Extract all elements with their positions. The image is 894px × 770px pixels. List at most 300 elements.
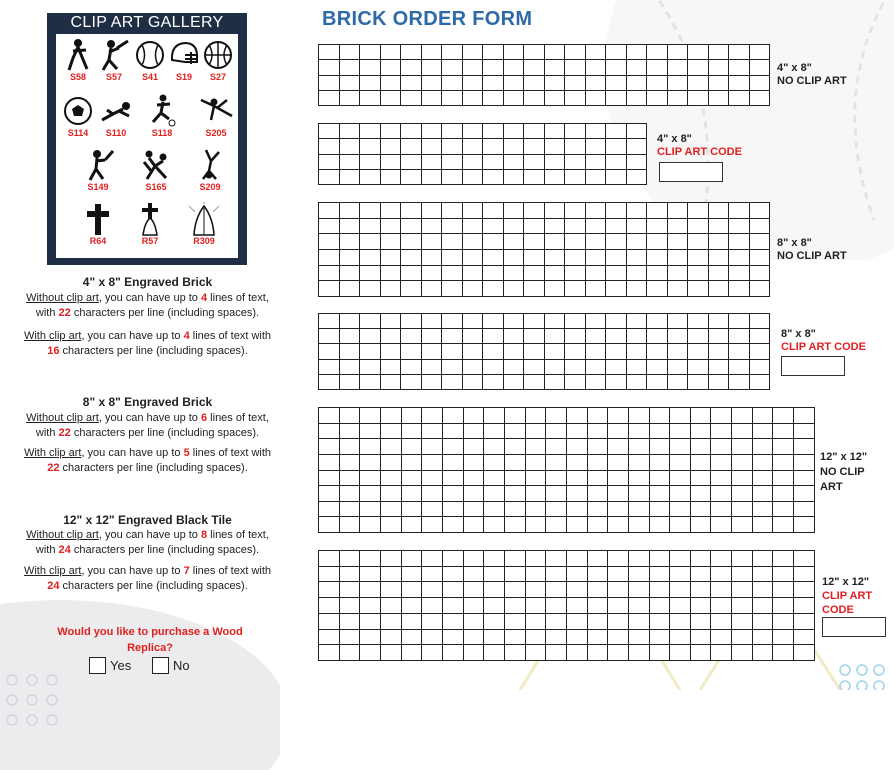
letter-cell[interactable] [524, 75, 545, 90]
letter-cell[interactable] [667, 60, 688, 75]
letter-cell[interactable] [503, 265, 524, 281]
letter-cell[interactable] [339, 486, 360, 502]
letter-cell[interactable] [442, 90, 463, 105]
letter-cell[interactable] [608, 439, 629, 455]
letter-cell[interactable] [626, 169, 647, 184]
letter-cell[interactable] [711, 501, 732, 517]
letter-cell[interactable] [566, 486, 587, 502]
letter-cell[interactable] [339, 613, 360, 629]
letter-cell[interactable] [401, 139, 422, 154]
letter-cell[interactable] [794, 517, 815, 533]
letter-cell[interactable] [794, 551, 815, 567]
letter-cell[interactable] [463, 613, 484, 629]
letter-cell[interactable] [649, 566, 670, 582]
letter-cell[interactable] [339, 470, 360, 486]
letter-cell[interactable] [504, 613, 525, 629]
letter-cell[interactable] [626, 234, 647, 250]
letter-cell[interactable] [339, 218, 360, 234]
letter-cell[interactable] [503, 281, 524, 297]
letter-cell[interactable] [649, 408, 670, 424]
letter-cell[interactable] [442, 629, 463, 645]
letter-cell[interactable] [483, 124, 504, 139]
letter-cell[interactable] [587, 566, 608, 582]
letter-cell[interactable] [401, 265, 422, 281]
letter-cell[interactable] [626, 139, 647, 154]
letter-cell[interactable] [606, 139, 627, 154]
letter-cell[interactable] [544, 124, 565, 139]
letter-cell[interactable] [422, 598, 443, 614]
letter-cell[interactable] [463, 501, 484, 517]
letter-cell[interactable] [752, 613, 773, 629]
letter-cell[interactable] [463, 598, 484, 614]
letter-cell[interactable] [667, 45, 688, 60]
letter-cell[interactable] [711, 470, 732, 486]
letter-cell[interactable] [544, 359, 565, 374]
letter-cell[interactable] [401, 374, 422, 389]
letter-cell[interactable] [729, 329, 750, 344]
letter-cell[interactable] [585, 169, 606, 184]
letter-cell[interactable] [649, 517, 670, 533]
letter-cell[interactable] [319, 234, 340, 250]
letter-cell[interactable] [524, 314, 545, 329]
letter-cell[interactable] [380, 45, 401, 60]
letter-cell[interactable] [524, 265, 545, 281]
letter-cell[interactable] [628, 613, 649, 629]
letter-cell[interactable] [546, 598, 567, 614]
letter-cell[interactable] [380, 154, 401, 169]
letter-cell[interactable] [380, 501, 401, 517]
letter-cell[interactable] [380, 314, 401, 329]
letter-cell[interactable] [525, 423, 546, 439]
letter-cell[interactable] [794, 613, 815, 629]
letter-cell[interactable] [360, 218, 381, 234]
letter-cell[interactable] [504, 629, 525, 645]
letter-cell[interactable] [319, 249, 340, 265]
letter-cell[interactable] [525, 454, 546, 470]
letter-cell[interactable] [319, 314, 340, 329]
letter-cell[interactable] [752, 454, 773, 470]
letter-cell[interactable] [708, 60, 729, 75]
letter-cell[interactable] [484, 613, 505, 629]
letter-cell[interactable] [749, 344, 770, 359]
letter-cell[interactable] [544, 249, 565, 265]
letter-cell[interactable] [628, 501, 649, 517]
letter-cell[interactable] [339, 344, 360, 359]
letter-cell[interactable] [749, 329, 770, 344]
letter-cell[interactable] [565, 359, 586, 374]
letter-cell[interactable] [401, 613, 422, 629]
letter-cell[interactable] [565, 218, 586, 234]
letter-cell[interactable] [711, 598, 732, 614]
letter-cell[interactable] [565, 314, 586, 329]
letter-cell[interactable] [483, 374, 504, 389]
letter-cell[interactable] [626, 60, 647, 75]
letter-cell[interactable] [319, 154, 340, 169]
letter-cell[interactable] [690, 486, 711, 502]
letter-cell[interactable] [483, 265, 504, 281]
letter-cell[interactable] [421, 45, 442, 60]
letter-cell[interactable] [794, 423, 815, 439]
letter-cell[interactable] [401, 408, 422, 424]
letter-cell[interactable] [421, 154, 442, 169]
letter-cell[interactable] [524, 90, 545, 105]
letter-cell[interactable] [606, 218, 627, 234]
letter-cell[interactable] [421, 359, 442, 374]
letter-cell[interactable] [794, 470, 815, 486]
letter-cell[interactable] [442, 218, 463, 234]
letter-cell[interactable] [647, 359, 668, 374]
letter-cell[interactable] [319, 551, 340, 567]
letter-cell[interactable] [422, 501, 443, 517]
letter-cell[interactable] [462, 45, 483, 60]
letter-cell[interactable] [319, 359, 340, 374]
letter-cell[interactable] [339, 281, 360, 297]
letter-cell[interactable] [525, 598, 546, 614]
letter-cell[interactable] [708, 374, 729, 389]
letter-cell[interactable] [421, 169, 442, 184]
letter-cell[interactable] [401, 90, 422, 105]
letter-cell[interactable] [339, 45, 360, 60]
letter-cell[interactable] [587, 501, 608, 517]
letter-cell[interactable] [688, 75, 709, 90]
letter-cell[interactable] [773, 551, 794, 567]
letter-cell[interactable] [794, 645, 815, 661]
letter-cell[interactable] [401, 45, 422, 60]
letter-cell[interactable] [649, 454, 670, 470]
letter-cell[interactable] [401, 169, 422, 184]
letter-cell[interactable] [773, 408, 794, 424]
letter-cell[interactable] [708, 329, 729, 344]
letter-cell[interactable] [380, 439, 401, 455]
letter-cell[interactable] [608, 613, 629, 629]
letter-cell[interactable] [628, 566, 649, 582]
letter-cell[interactable] [626, 124, 647, 139]
letter-cell[interactable] [649, 613, 670, 629]
letter-cell[interactable] [503, 374, 524, 389]
letter-cell[interactable] [401, 582, 422, 598]
letter-cell[interactable] [649, 582, 670, 598]
letter-cell[interactable] [565, 203, 586, 219]
replica-no-option[interactable] [152, 657, 190, 674]
letter-cell[interactable] [708, 203, 729, 219]
letter-cell[interactable] [647, 45, 668, 60]
letter-cell[interactable] [483, 314, 504, 329]
letter-cell[interactable] [729, 75, 750, 90]
letter-cell[interactable] [608, 486, 629, 502]
letter-cell[interactable] [339, 154, 360, 169]
letter-cell[interactable] [585, 124, 606, 139]
letter-cell[interactable] [752, 551, 773, 567]
letter-cell[interactable] [360, 613, 381, 629]
letter-cell[interactable] [422, 582, 443, 598]
letter-cell[interactable] [711, 517, 732, 533]
letter-cell[interactable] [319, 439, 340, 455]
letter-cell[interactable] [565, 139, 586, 154]
letter-cell[interactable] [339, 249, 360, 265]
letter-cell[interactable] [380, 75, 401, 90]
letter-cell[interactable] [442, 75, 463, 90]
letter-cell[interactable] [380, 249, 401, 265]
letter-cell[interactable] [649, 439, 670, 455]
letter-cell[interactable] [749, 374, 770, 389]
letter-cell[interactable] [525, 517, 546, 533]
letter-cell[interactable] [608, 423, 629, 439]
letter-cell[interactable] [628, 408, 649, 424]
letter-cell[interactable] [422, 454, 443, 470]
letter-cell[interactable] [483, 329, 504, 344]
letter-cell[interactable] [524, 344, 545, 359]
letter-cell[interactable] [442, 582, 463, 598]
letter-cell[interactable] [525, 470, 546, 486]
letter-cell[interactable] [794, 582, 815, 598]
letter-cell[interactable] [608, 517, 629, 533]
letter-cell[interactable] [360, 154, 381, 169]
letter-cell[interactable] [606, 314, 627, 329]
letter-cell[interactable] [319, 501, 340, 517]
letter-cell[interactable] [442, 645, 463, 661]
letter-cell[interactable] [626, 45, 647, 60]
letter-cell[interactable] [524, 169, 545, 184]
letter-cell[interactable] [670, 454, 691, 470]
letter-cell[interactable] [626, 374, 647, 389]
letter-cell[interactable] [380, 374, 401, 389]
letter-cell[interactable] [463, 517, 484, 533]
grid-4x8-no-clip-art[interactable] [318, 44, 770, 106]
letter-cell[interactable] [380, 408, 401, 424]
letter-cell[interactable] [401, 329, 422, 344]
letter-cell[interactable] [339, 501, 360, 517]
letter-cell[interactable] [773, 423, 794, 439]
letter-cell[interactable] [380, 566, 401, 582]
letter-cell[interactable] [360, 169, 381, 184]
letter-cell[interactable] [749, 281, 770, 297]
grid-8x8-no-clip-art[interactable] [318, 202, 770, 297]
letter-cell[interactable] [360, 645, 381, 661]
letter-cell[interactable] [565, 234, 586, 250]
letter-cell[interactable] [503, 169, 524, 184]
letter-cell[interactable] [544, 374, 565, 389]
letter-cell[interactable] [421, 124, 442, 139]
letter-cell[interactable] [484, 408, 505, 424]
letter-cell[interactable] [606, 249, 627, 265]
letter-cell[interactable] [503, 359, 524, 374]
letter-cell[interactable] [708, 75, 729, 90]
letter-cell[interactable] [585, 45, 606, 60]
letter-cell[interactable] [732, 470, 753, 486]
letter-cell[interactable] [794, 486, 815, 502]
letter-cell[interactable] [708, 249, 729, 265]
letter-cell[interactable] [504, 582, 525, 598]
letter-cell[interactable] [544, 154, 565, 169]
letter-cell[interactable] [504, 486, 525, 502]
clip-art-code-input-8x8[interactable] [781, 356, 845, 376]
letter-cell[interactable] [688, 60, 709, 75]
letter-cell[interactable] [503, 60, 524, 75]
letter-cell[interactable] [319, 124, 340, 139]
letter-cell[interactable] [606, 75, 627, 90]
letter-cell[interactable] [504, 566, 525, 582]
letter-cell[interactable] [732, 408, 753, 424]
letter-cell[interactable] [442, 374, 463, 389]
letter-cell[interactable] [649, 423, 670, 439]
letter-cell[interactable] [524, 45, 545, 60]
letter-cell[interactable] [380, 582, 401, 598]
letter-cell[interactable] [711, 423, 732, 439]
letter-cell[interactable] [585, 218, 606, 234]
letter-cell[interactable] [421, 374, 442, 389]
letter-cell[interactable] [546, 629, 567, 645]
letter-cell[interactable] [690, 423, 711, 439]
letter-cell[interactable] [525, 408, 546, 424]
letter-cell[interactable] [708, 218, 729, 234]
letter-cell[interactable] [360, 203, 381, 219]
letter-cell[interactable] [442, 344, 463, 359]
letter-cell[interactable] [608, 566, 629, 582]
letter-cell[interactable] [463, 629, 484, 645]
letter-cell[interactable] [422, 645, 443, 661]
letter-cell[interactable] [462, 359, 483, 374]
letter-cell[interactable] [360, 344, 381, 359]
letter-cell[interactable] [319, 582, 340, 598]
letter-cell[interactable] [504, 501, 525, 517]
letter-cell[interactable] [732, 582, 753, 598]
letter-cell[interactable] [319, 598, 340, 614]
letter-cell[interactable] [587, 470, 608, 486]
letter-cell[interactable] [608, 454, 629, 470]
letter-cell[interactable] [504, 645, 525, 661]
letter-cell[interactable] [670, 408, 691, 424]
letter-cell[interactable] [401, 645, 422, 661]
letter-cell[interactable] [462, 281, 483, 297]
letter-cell[interactable] [401, 60, 422, 75]
letter-cell[interactable] [690, 566, 711, 582]
letter-cell[interactable] [463, 645, 484, 661]
letter-cell[interactable] [606, 265, 627, 281]
letter-cell[interactable] [360, 598, 381, 614]
letter-cell[interactable] [319, 629, 340, 645]
letter-cell[interactable] [546, 582, 567, 598]
letter-cell[interactable] [585, 60, 606, 75]
letter-cell[interactable] [462, 154, 483, 169]
letter-cell[interactable] [421, 314, 442, 329]
letter-cell[interactable] [752, 501, 773, 517]
letter-cell[interactable] [462, 374, 483, 389]
letter-cell[interactable] [606, 234, 627, 250]
letter-cell[interactable] [708, 265, 729, 281]
letter-cell[interactable] [628, 629, 649, 645]
letter-cell[interactable] [752, 408, 773, 424]
letter-cell[interactable] [380, 329, 401, 344]
letter-cell[interactable] [421, 329, 442, 344]
letter-cell[interactable] [422, 423, 443, 439]
letter-cell[interactable] [732, 613, 753, 629]
letter-cell[interactable] [667, 359, 688, 374]
letter-cell[interactable] [380, 139, 401, 154]
letter-cell[interactable] [339, 582, 360, 598]
letter-cell[interactable] [670, 582, 691, 598]
letter-cell[interactable] [339, 314, 360, 329]
letter-cell[interactable] [566, 439, 587, 455]
letter-cell[interactable] [401, 566, 422, 582]
letter-cell[interactable] [421, 344, 442, 359]
letter-cell[interactable] [442, 203, 463, 219]
letter-cell[interactable] [524, 139, 545, 154]
letter-cell[interactable] [752, 439, 773, 455]
letter-cell[interactable] [647, 90, 668, 105]
letter-cell[interactable] [670, 517, 691, 533]
letter-cell[interactable] [606, 60, 627, 75]
letter-cell[interactable] [606, 329, 627, 344]
letter-cell[interactable] [360, 470, 381, 486]
letter-cell[interactable] [688, 234, 709, 250]
letter-cell[interactable] [752, 423, 773, 439]
letter-cell[interactable] [688, 90, 709, 105]
letter-cell[interactable] [649, 645, 670, 661]
letter-cell[interactable] [608, 598, 629, 614]
letter-cell[interactable] [606, 203, 627, 219]
letter-cell[interactable] [585, 139, 606, 154]
letter-cell[interactable] [626, 329, 647, 344]
letter-cell[interactable] [749, 218, 770, 234]
letter-cell[interactable] [483, 359, 504, 374]
letter-cell[interactable] [483, 169, 504, 184]
letter-cell[interactable] [339, 423, 360, 439]
letter-cell[interactable] [729, 45, 750, 60]
letter-cell[interactable] [626, 314, 647, 329]
letter-cell[interactable] [525, 566, 546, 582]
letter-cell[interactable] [319, 329, 340, 344]
letter-cell[interactable] [360, 359, 381, 374]
letter-cell[interactable] [566, 582, 587, 598]
letter-cell[interactable] [773, 517, 794, 533]
letter-cell[interactable] [422, 486, 443, 502]
letter-cell[interactable] [503, 329, 524, 344]
letter-cell[interactable] [667, 265, 688, 281]
letter-cell[interactable] [380, 218, 401, 234]
letter-cell[interactable] [688, 203, 709, 219]
letter-cell[interactable] [773, 598, 794, 614]
letter-cell[interactable] [749, 75, 770, 90]
letter-cell[interactable] [442, 169, 463, 184]
letter-cell[interactable] [462, 249, 483, 265]
letter-cell[interactable] [360, 629, 381, 645]
letter-cell[interactable] [380, 124, 401, 139]
letter-cell[interactable] [462, 90, 483, 105]
letter-cell[interactable] [565, 124, 586, 139]
letter-cell[interactable] [711, 613, 732, 629]
letter-cell[interactable] [503, 249, 524, 265]
letter-cell[interactable] [401, 359, 422, 374]
letter-cell[interactable] [647, 249, 668, 265]
letter-cell[interactable] [442, 45, 463, 60]
letter-cell[interactable] [463, 423, 484, 439]
letter-cell[interactable] [442, 60, 463, 75]
letter-cell[interactable] [380, 359, 401, 374]
letter-cell[interactable] [360, 374, 381, 389]
letter-cell[interactable] [401, 124, 422, 139]
letter-cell[interactable] [585, 249, 606, 265]
letter-cell[interactable] [608, 645, 629, 661]
letter-cell[interactable] [401, 154, 422, 169]
letter-cell[interactable] [732, 551, 753, 567]
letter-cell[interactable] [380, 169, 401, 184]
letter-cell[interactable] [422, 566, 443, 582]
letter-cell[interactable] [752, 517, 773, 533]
letter-cell[interactable] [503, 218, 524, 234]
letter-cell[interactable] [690, 517, 711, 533]
letter-cell[interactable] [319, 423, 340, 439]
letter-cell[interactable] [524, 374, 545, 389]
